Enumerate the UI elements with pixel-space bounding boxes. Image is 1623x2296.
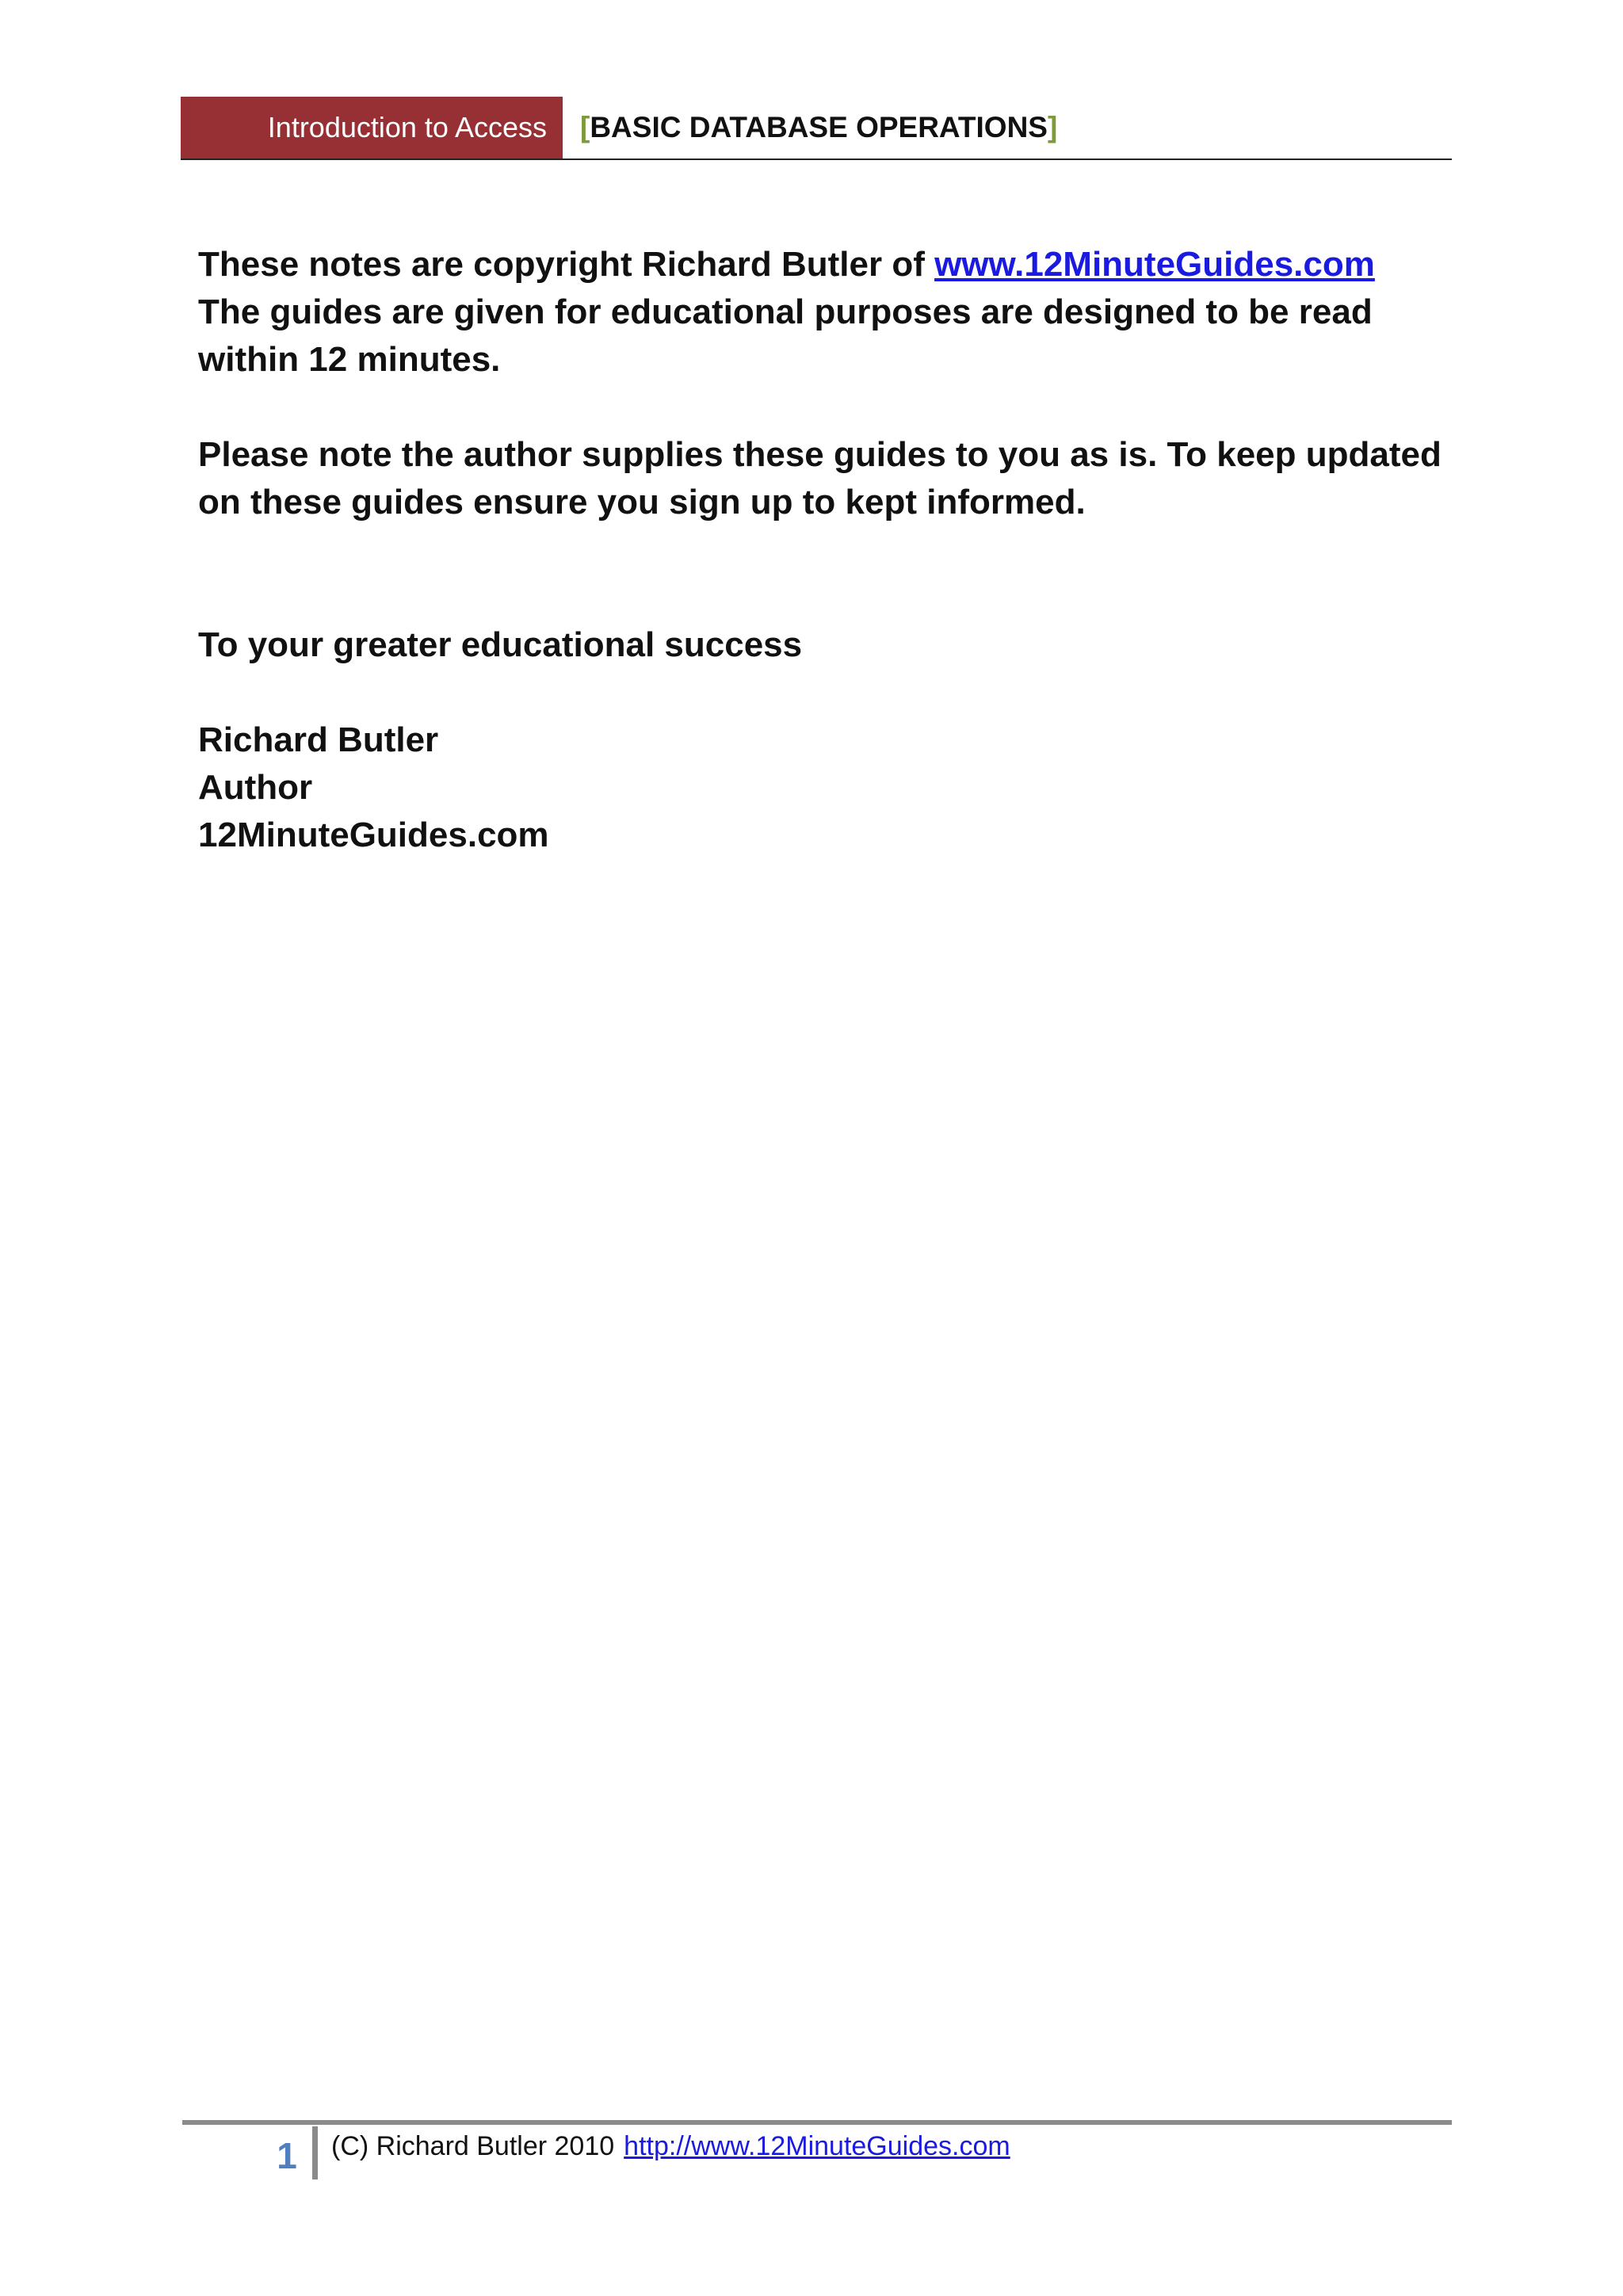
page-header xyxy=(181,97,1452,160)
header-title xyxy=(580,97,1057,159)
blank-line xyxy=(198,384,1450,431)
copyright-line xyxy=(198,241,1450,288)
copyright-link[interactable]: www.12MinuteGuides.com xyxy=(934,245,1375,284)
footer-rule xyxy=(182,2120,1452,2125)
blank-line xyxy=(198,526,1450,621)
page-number: 1 xyxy=(277,2135,297,2176)
purpose-line: The guides are given for educational purposes are designed to be read within 12 minutes. xyxy=(198,292,1373,379)
header-title-text: BASIC DATABASE OPERATIONS xyxy=(590,111,1048,143)
header-bracket-close: ] xyxy=(1047,111,1058,143)
signature-role: Author xyxy=(198,768,313,807)
header-bracket-open: [ xyxy=(580,111,590,143)
signature-site: 12MinuteGuides.com xyxy=(198,816,549,854)
footer-divider xyxy=(312,2126,318,2179)
signature-name: Richard Butler xyxy=(198,720,439,759)
footer-url-link[interactable]: http://www.12MinuteGuides.com xyxy=(624,2131,1010,2161)
header-section-tab: Introduction to Access xyxy=(181,97,563,159)
copyright-text: These notes are copyright Richard Butler of xyxy=(198,245,935,284)
footer-text xyxy=(331,2126,1010,2166)
document-body xyxy=(198,241,1450,859)
footer-copyright: (C) Richard Butler 2010 xyxy=(331,2131,615,2161)
note-paragraph: Please note the author supplies these guides to you as is. To keep updated on these guides ensure you sign up to kept informed. xyxy=(198,435,1442,521)
closing-line: To your greater educational success xyxy=(198,625,803,664)
blank-line xyxy=(198,669,1450,716)
